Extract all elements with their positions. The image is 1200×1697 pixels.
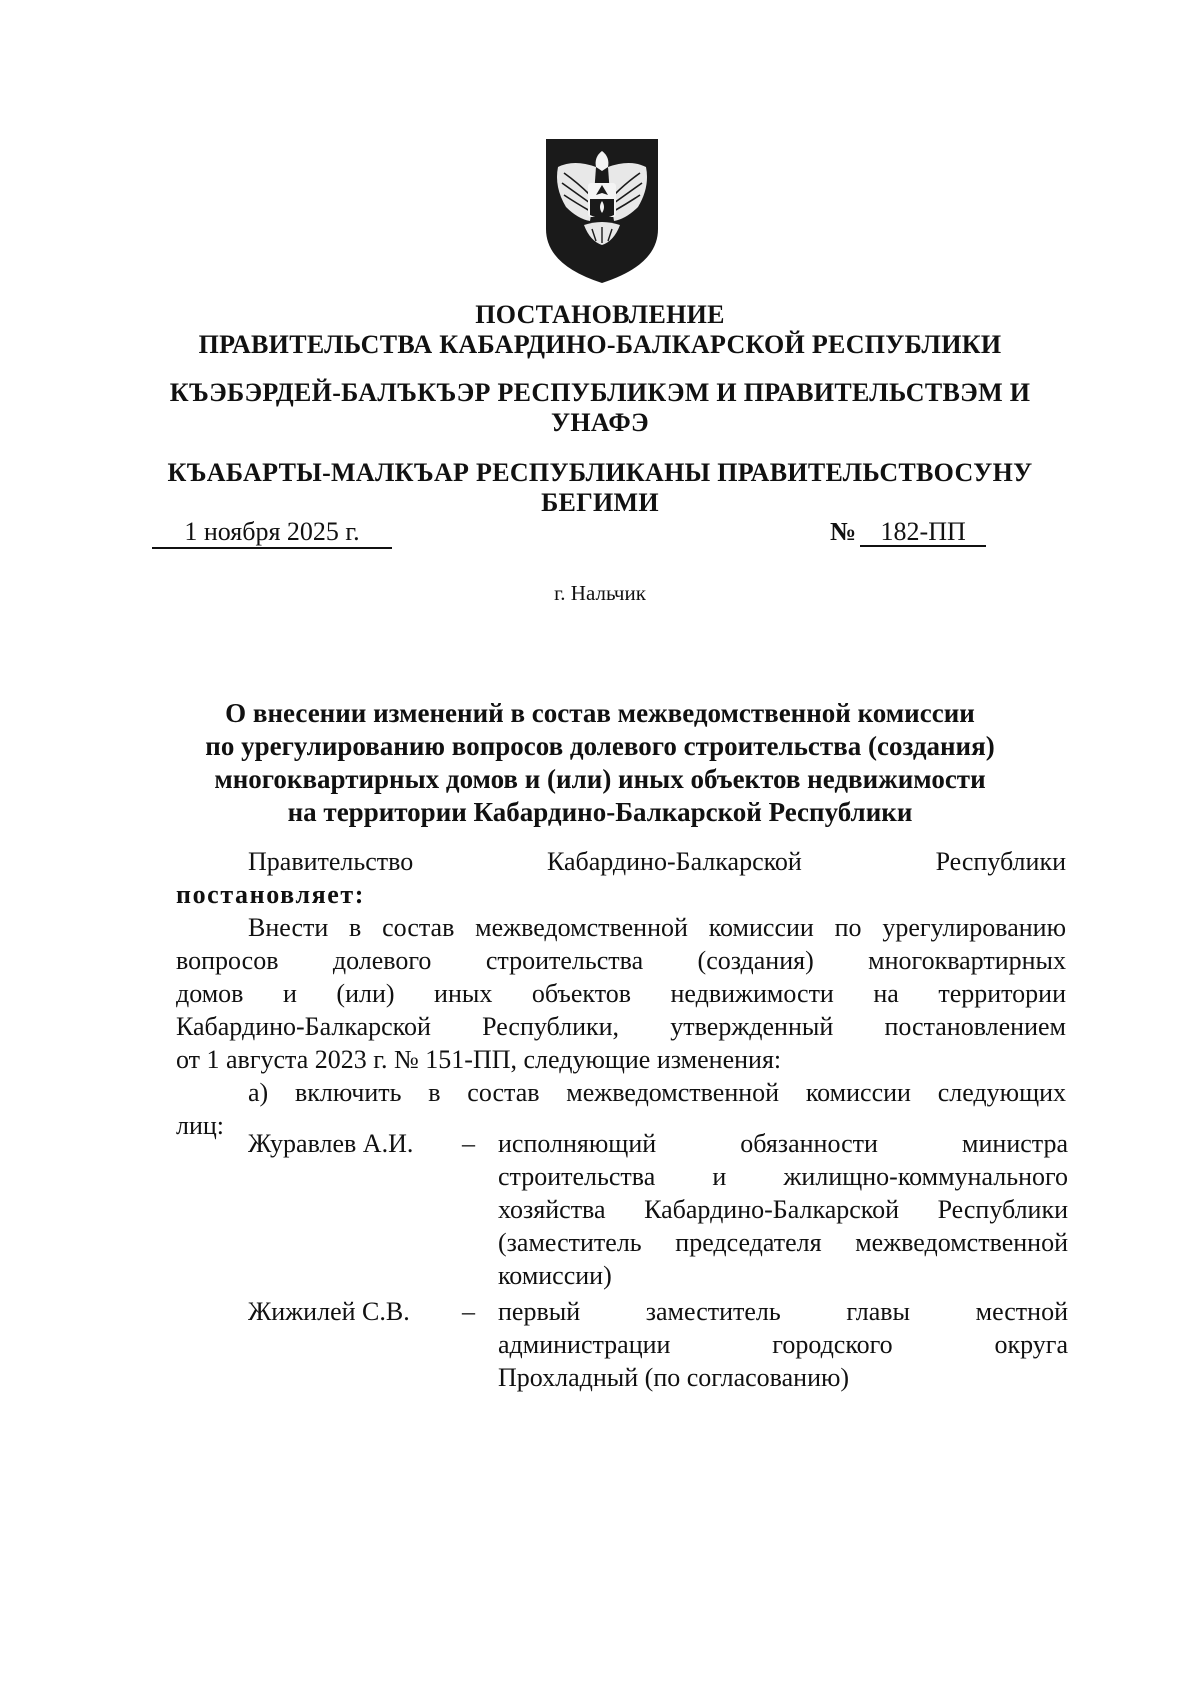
member-desc-line: Прохладный (по согласованию) (498, 1363, 850, 1392)
paragraph-1-line-3: домов и (или) иных объектов недвижимости на территории (176, 979, 1066, 1008)
gov-word-3: Республики (935, 847, 1066, 876)
government-name-bal-line2: БЕГИМИ (541, 488, 659, 517)
paragraph-1-line-5: от 1 августа 2023 г. № 151-ПП, следующие изменения: (176, 1045, 782, 1074)
document-date: 1 ноября 2025 г. (152, 515, 392, 549)
gov-word-1: Правительство (248, 847, 414, 876)
resolution-title-line2: по урегулированию вопросов долевого строительства (создания) (205, 731, 995, 761)
member-desc-line: первый заместитель главы местной (498, 1297, 1068, 1326)
coat-of-arms-emblem (544, 137, 660, 285)
government-line (176, 845, 1066, 878)
member-description (498, 1295, 1068, 1394)
member-desc-line: администрации городского округа (498, 1330, 1068, 1359)
member-dash: – (462, 1129, 475, 1158)
member-description (498, 1127, 1068, 1292)
government-name-bal-line1: КЪАБАРТЫ-МАЛКЪАР РЕСПУБЛИКАНЫ ПРАВИТЕЛЬСТВОСУНУ (167, 458, 1033, 487)
paragraph-1-line-2: вопросов долевого строительства (создания) многоквартирных (176, 946, 1066, 975)
number-sign: № (830, 517, 857, 546)
resolution-title-line3: многоквартирных домов и (или) иных объектов недвижимости (214, 764, 986, 794)
government-name-kab-line2: УНАФЭ (551, 408, 649, 437)
city: г. Нальчик (554, 581, 646, 605)
paragraph-2-line-2: лиц: (176, 1111, 225, 1140)
member-entry (248, 1295, 1068, 1394)
paragraph-2-line-1: а) включить в состав межведомственной комиссии следующих (248, 1078, 1066, 1107)
member-entry (248, 1127, 1068, 1292)
resolution-title-line4: на территории Кабардино-Балкарской Республики (287, 797, 913, 827)
member-name: Журавлев А.И. (248, 1129, 414, 1158)
member-desc-line: комиссии) (498, 1261, 612, 1290)
gov-word-2: Кабардино-Балкарской (546, 847, 802, 876)
member-desc-line: исполняющий обязанности министра (498, 1129, 1068, 1158)
member-desc-line: (заместитель председателя межведомственной (498, 1228, 1068, 1257)
member-desc-line: строительства и жилищно-коммунального (498, 1162, 1068, 1191)
resolves-word: постановляет: (176, 880, 366, 909)
member-name: Жижилей С.В. (248, 1297, 410, 1326)
number-value: 182-ПП (860, 515, 986, 547)
member-desc-line: хозяйства Кабардино-Балкарской Республики (498, 1195, 1068, 1224)
government-name-ru: ПРАВИТЕЛЬСТВА КАБАРДИНО-БАЛКАРСКОЙ РЕСПУБЛИКИ (198, 330, 1002, 359)
doc-type-heading: ПОСТАНОВЛЕНИЕ (475, 300, 725, 329)
document-number (830, 515, 986, 547)
paragraph-1-line-4: Кабардино-Балкарской Республики, утвержденный постановлением (176, 1012, 1066, 1041)
resolution-body (176, 845, 1066, 1142)
government-name-kab-line1: КЪЭБЭРДЕЙ-БАЛЪКЪЭР РЕСПУБЛИКЭМ И ПРАВИТЕЛЬСТВЭМ И (169, 378, 1031, 407)
member-dash: – (462, 1297, 475, 1326)
paragraph-1-line-1: Внести в состав межведомственной комиссии по урегулированию (248, 913, 1066, 942)
resolution-title-line1: О внесении изменений в состав межведомственной комиссии (225, 698, 975, 728)
